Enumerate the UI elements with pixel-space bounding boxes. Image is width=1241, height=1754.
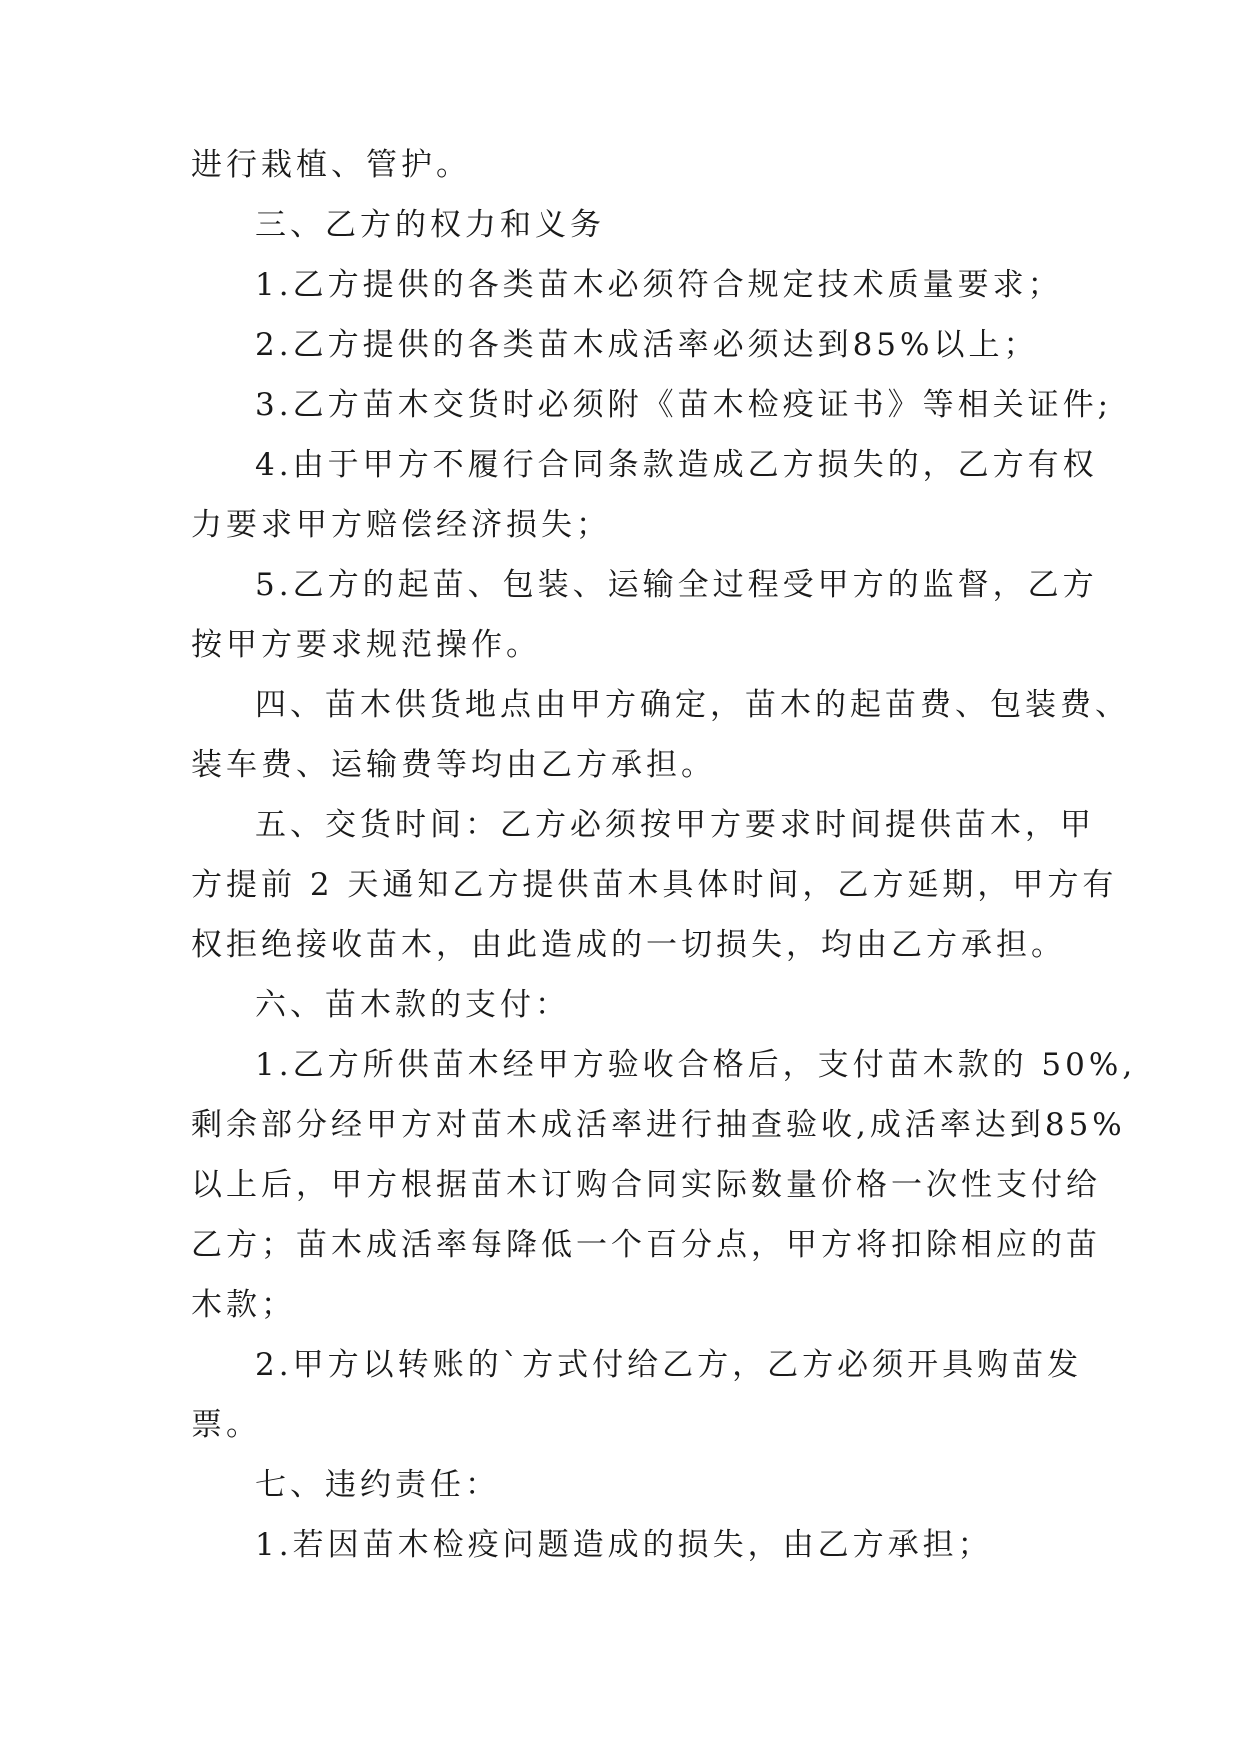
text-line: 2.甲方以转账的`方式付给乙方，乙方必须开具购苗发 xyxy=(255,1347,1083,1383)
text-line: 按甲方要求规范操作。 xyxy=(191,627,541,663)
section-heading: 三、乙方的权力和义务 xyxy=(255,207,605,243)
text-line: 5.乙方的起苗、包装、运输全过程受甲方的监督，乙方 xyxy=(255,567,1098,603)
text-line: 1.乙方所供苗木经甲方验收合格后，支付苗木款的 50%, xyxy=(255,1047,1137,1083)
text-line: 进行栽植、管护。 xyxy=(191,147,471,183)
text-line: 2.乙方提供的各类苗木成活率必须达到85%以上； xyxy=(255,327,1039,363)
text-line: 以上后，甲方根据苗木订购合同实际数量价格一次性支付给 xyxy=(191,1167,1101,1203)
section-heading: 四、苗木供货地点由甲方确定，苗木的起苗费、包装费、 xyxy=(255,687,1130,723)
section-heading: 七、违约责任： xyxy=(255,1467,500,1503)
text-line: 方提前 2 天通知乙方提供苗木具体时间，乙方延期，甲方有 xyxy=(191,867,1118,903)
text-line: 剩余部分经甲方对苗木成活率进行抽查验收,成活率达到85% xyxy=(191,1107,1126,1143)
text-line: 3.乙方苗木交货时必须附《苗木检疫证书》等相关证件; xyxy=(255,387,1113,423)
text-line: 1.若因苗木检疫问题造成的损失，由乙方承担； xyxy=(255,1527,993,1563)
section-heading: 六、苗木款的支付： xyxy=(255,987,570,1023)
text-line: 乙方；苗木成活率每降低一个百分点，甲方将扣除相应的苗 xyxy=(191,1227,1101,1263)
text-line: 力要求甲方赔偿经济损失； xyxy=(191,507,611,543)
text-line: 1.乙方提供的各类苗木必须符合规定技术质量要求； xyxy=(255,267,1063,303)
text-line: 装车费、运输费等均由乙方承担。 xyxy=(191,747,716,783)
text-line: 4.由于甲方不履行合同条款造成乙方损失的，乙方有权 xyxy=(255,447,1098,483)
text-line: 权拒绝接收苗木，由此造成的一切损失，均由乙方承担。 xyxy=(191,927,1066,963)
section-heading: 五、交货时间：乙方必须按甲方要求时间提供苗木，甲 xyxy=(255,807,1095,843)
text-line: 票。 xyxy=(191,1407,261,1443)
text-line: 木款； xyxy=(191,1287,296,1323)
